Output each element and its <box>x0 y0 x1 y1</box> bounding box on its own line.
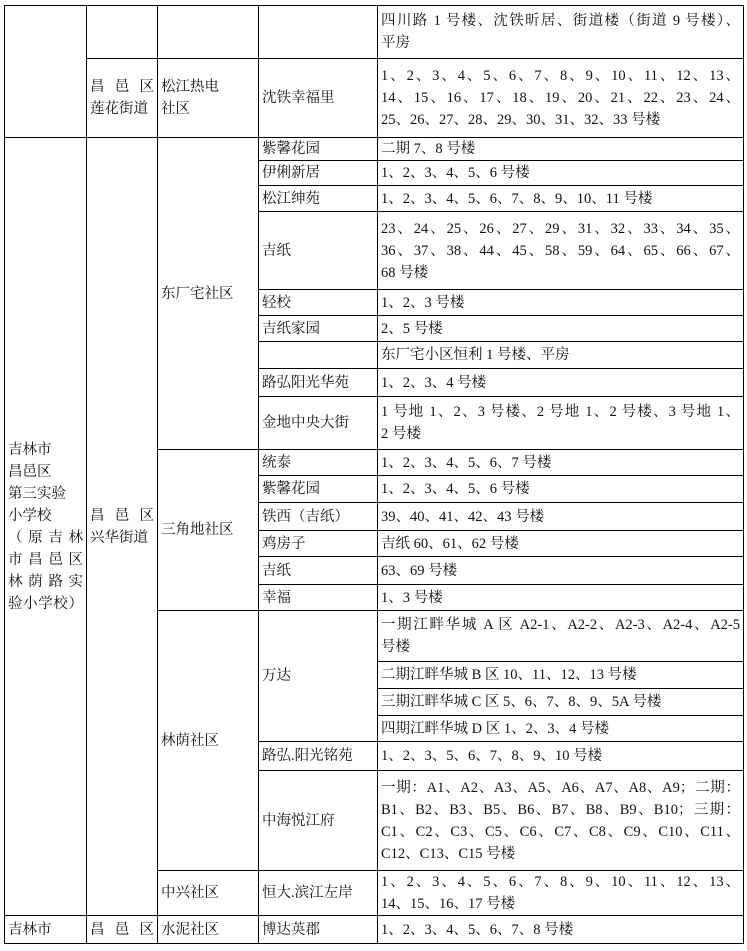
estate-cell: 铁西（吉纸） <box>259 503 378 531</box>
address-line: 1、2、3、5、6、7、8、9、10 号楼 <box>381 748 603 764</box>
address-line: 一期：A1、A2、A3、A5、A6、A7、A8、A9；二期： <box>381 779 740 796</box>
address-cell <box>378 161 744 186</box>
address-line: 25、26、27、28、29、30、31、32、33 号楼 <box>381 112 661 128</box>
address-line: 二期 7、8 号楼 <box>381 141 476 157</box>
address-line: 一期江畔华城 A 区 A2-1、A2-2、A2-3、A2-4、A2-5 <box>381 617 740 633</box>
address-cell <box>378 316 744 342</box>
school-name-line: 林荫路实 <box>8 573 83 590</box>
address-line: 63、69 号楼 <box>381 562 458 579</box>
address-line: 1、3 号楼 <box>381 589 443 606</box>
school-name-line: 第三实验 <box>8 485 66 502</box>
estate-cell: 路弘.阳光铭苑 <box>259 742 378 771</box>
estate-cell: 幸福 <box>259 585 378 611</box>
community-cell: 三角地社区 <box>158 450 259 611</box>
estate-cell: 金地中央大街 <box>259 397 378 450</box>
address-cell <box>378 476 744 503</box>
estate-cell: 松江绅苑 <box>259 186 378 212</box>
street-cell <box>87 138 158 916</box>
address-line: 二期江畔华城 B 区 10、11、12、13 号楼 <box>381 667 637 683</box>
estate-cell: 紫馨花园 <box>259 476 378 503</box>
address-line: 1、2、3、4、5、6、7、8、9、10、11、12、13、 <box>381 68 740 84</box>
estate-cell: 博达英郡 <box>259 916 378 944</box>
street-line: 昌邑区 <box>90 921 154 938</box>
estate-cell <box>259 6 378 59</box>
address-cell <box>378 531 744 557</box>
school-name-line: 小学校 <box>8 507 52 524</box>
address-cell <box>378 585 744 611</box>
community-line: 松江热电 <box>161 79 219 95</box>
table-row <box>5 138 744 161</box>
estate-cell <box>259 342 378 369</box>
address-cell <box>378 290 744 316</box>
address-line: 23、24、25、26、27、29、31、32、33、34、35、 <box>381 220 740 237</box>
address-cell <box>378 369 744 397</box>
address-cell <box>378 59 744 138</box>
address-line: 1、2、3、4、5、6 号楼 <box>381 481 530 497</box>
table-row <box>5 59 744 138</box>
address-line: 1、2、3、4 号楼 <box>381 374 487 391</box>
community-cell: 水泥社区 <box>158 916 259 944</box>
address-line: 14、15、16、17 号楼 <box>381 896 516 912</box>
community-line: 社区 <box>161 101 190 117</box>
address-cell <box>378 342 744 369</box>
estate-cell: 万达 <box>259 611 378 742</box>
street-line: 昌邑区 <box>90 79 154 95</box>
address-line: 四川路 1 号楼、沈铁昕居、街道楼（街道 9 号楼）、 <box>381 13 740 29</box>
estate-cell: 吉纸 <box>259 557 378 585</box>
street-cell <box>87 59 158 138</box>
school-cell <box>5 138 87 916</box>
community-cell: 中兴社区 <box>158 871 259 916</box>
address-line: 2、5 号楼 <box>381 320 443 337</box>
estate-cell: 统泰 <box>259 450 378 476</box>
estate-cell: 吉纸 <box>259 212 378 290</box>
address-cell <box>378 871 744 916</box>
address-line: 36、37、38、44、45、58、59、64、65、66、67、 <box>381 242 740 259</box>
school-name-line: 昌邑区 <box>8 463 52 480</box>
community-cell <box>158 59 259 138</box>
address-line: B1、B2、B3、B5、B6、B7、B8、B9、B10；三期： <box>381 801 740 818</box>
address-line: 三期江畔华城 C 区 5、6、7、8、9、5A 号楼 <box>381 694 662 710</box>
address-cell <box>378 557 744 585</box>
community-cell: 林荫社区 <box>158 611 259 871</box>
address-cell <box>378 662 744 689</box>
school-cell: 吉林市 <box>5 916 87 944</box>
estate-cell: 中海悦江府 <box>259 771 378 871</box>
address-cell <box>378 689 744 716</box>
address-line: 吉纸 60、61、62 号楼 <box>381 535 519 552</box>
address-line: 号楼 <box>381 639 410 655</box>
address-cell <box>378 138 744 161</box>
address-line: 1、2、3、4、5、6 号楼 <box>381 165 530 181</box>
address-cell <box>378 212 744 290</box>
address-line: 1、2、3、4、5、6、7、8 号楼 <box>381 921 574 938</box>
address-line: 2 号楼 <box>381 426 421 442</box>
school-name-line: （原吉林 <box>8 529 83 546</box>
community-cell: 东厂宅社区 <box>158 138 259 450</box>
street-line: 昌邑区 <box>90 507 154 524</box>
address-line: 1、2、3 号楼 <box>381 294 465 311</box>
street-line: 莲花街道 <box>90 101 148 117</box>
address-line: C12、C13、C15 号楼 <box>381 845 516 862</box>
table-row <box>5 6 744 59</box>
estate-cell: 恒大.滨江左岸 <box>259 871 378 916</box>
school-name-line: 验小学校） <box>8 595 83 612</box>
estate-cell: 沈铁幸福里 <box>259 59 378 138</box>
address-line: 1、2、3、4、5、6、7、8、9、10、11 号楼 <box>381 190 653 207</box>
address-cell <box>378 742 744 771</box>
address-line: 四期江畔华城 D 区 1、2、3、4 号楼 <box>381 720 609 737</box>
address-line: 1、2、3、4、5、6、7 号楼 <box>381 454 552 471</box>
table-row <box>5 916 744 944</box>
address-cell <box>378 916 744 944</box>
address-line: 1、2、3、4、5、6、7、8、9、10、11、12、13、 <box>381 874 740 890</box>
address-cell <box>378 6 744 59</box>
address-cell <box>378 450 744 476</box>
address-cell <box>378 771 744 871</box>
address-cell <box>378 716 744 742</box>
address-cell <box>378 397 744 450</box>
address-line: 14、15、16、17、18、19、20、21、22、23、24、 <box>381 90 740 106</box>
address-line: C1、C2、C3、C5、C6、C7、C8、C9、C10、C11、 <box>381 823 740 840</box>
street-cell <box>87 916 158 944</box>
community-cell <box>158 6 259 59</box>
estate-cell: 吉纸家园 <box>259 316 378 342</box>
address-line: 68 号楼 <box>381 264 429 281</box>
address-line: 东厂宅小区恒利 1 号楼、平房 <box>381 347 570 363</box>
address-cell <box>378 186 744 212</box>
school-name-line: 市昌邑区 <box>8 551 83 568</box>
estate-cell: 伊俐新居 <box>259 161 378 186</box>
school-district-table <box>4 5 744 944</box>
estate-cell: 鸡房子 <box>259 531 378 557</box>
address-cell <box>378 503 744 531</box>
address-line: 1 号地 1、2、3 号楼、2 号地 1、2 号楼、3 号地 1、 <box>381 404 740 420</box>
school-cell <box>5 6 87 138</box>
school-name-line: 吉林市 <box>8 441 52 458</box>
street-cell <box>87 6 158 59</box>
address-line: 平房 <box>381 35 410 51</box>
street-line: 兴华街道 <box>90 529 148 546</box>
address-line: 39、40、41、42、43 号楼 <box>381 508 545 525</box>
estate-cell: 紫馨花园 <box>259 138 378 161</box>
address-cell <box>378 611 744 662</box>
estate-cell: 路弘阳光华苑 <box>259 369 378 397</box>
estate-cell: 轻校 <box>259 290 378 316</box>
